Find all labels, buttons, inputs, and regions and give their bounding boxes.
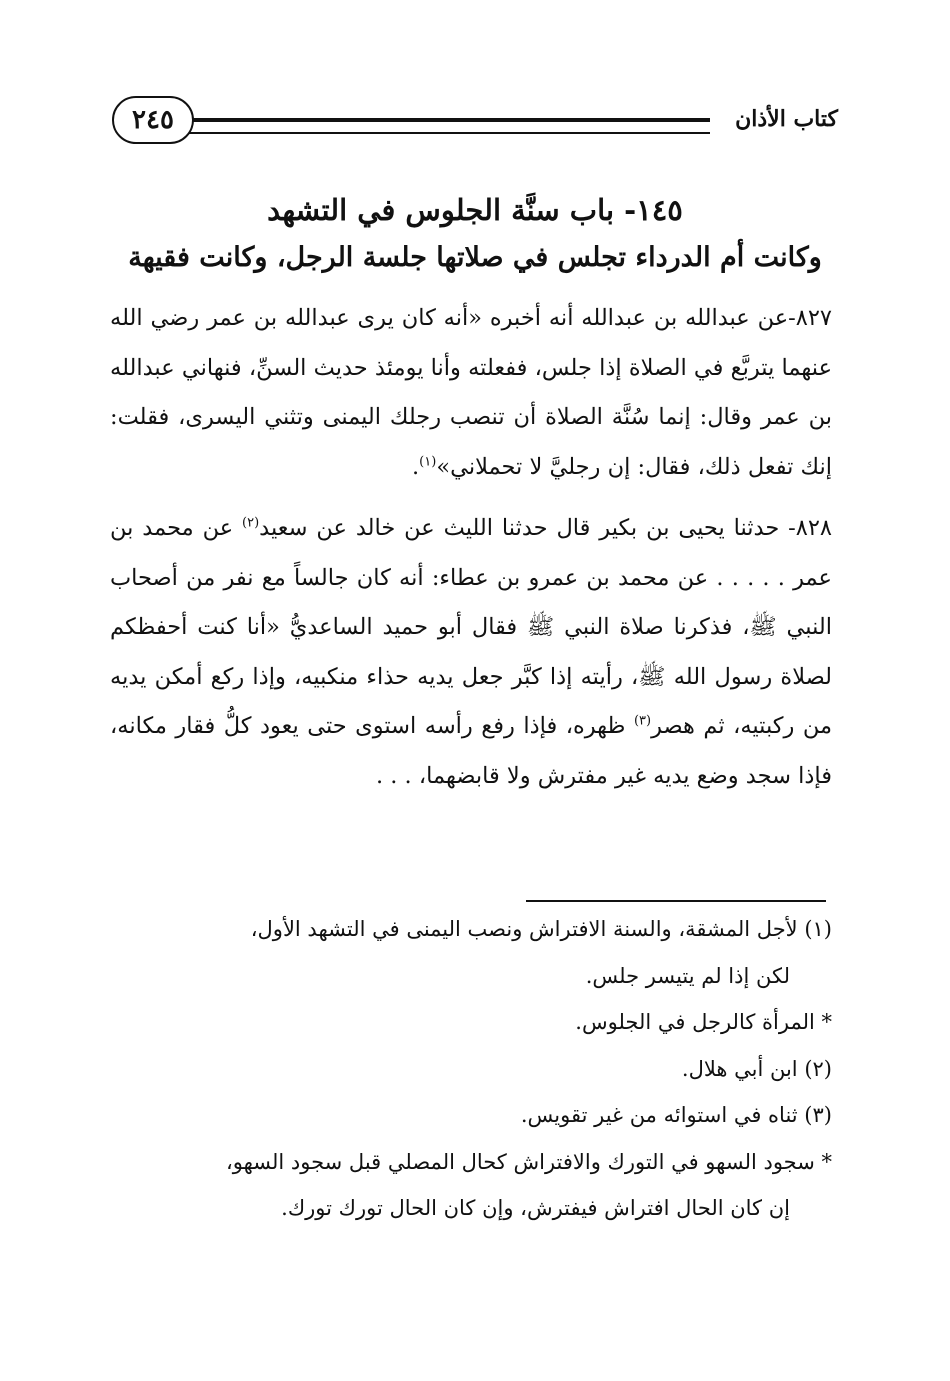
main-text xyxy=(110,294,832,813)
header-rule xyxy=(178,118,710,134)
footnote-1-continued: لكن إذا لم يتيسر جلس. xyxy=(585,963,790,988)
footnote-3: (٣) ثناه في استوائه من غير تقويس. xyxy=(520,1103,832,1127)
chapter-heading xyxy=(110,186,840,282)
page-header xyxy=(112,96,838,150)
running-title: كتاب الأذان xyxy=(735,106,838,132)
hadith-tail: . xyxy=(412,453,420,480)
footnotes xyxy=(110,906,832,1232)
hadith-text: عن محمد بن عمر . . . . . عن محمد بن عمرو بن عطاء: أنه كان جالساً مع نفر من أصحاب النبي ﷺ، فذكرنا صلاة النبي ﷺ فقال أبو حميد الساعديُّ «أنا كنت أحفظكم لصلاة رسول الله ﷺ، رأيته إذا كبَّر جعل يديه حذاء منكبيه، وإذا ركع أمكن يديه من ركبتيه، ثم هصر xyxy=(110,515,832,739)
footnote-note-sahw: * سجود السهو في التورك والافتراش كحال المصلي قبل سجود السهو، xyxy=(225,1149,832,1174)
footnote-2: (٢) ابن أبي هلال. xyxy=(681,1056,832,1081)
footnote-marker: (١) xyxy=(419,454,437,469)
footnote-marker: (٣) xyxy=(633,713,652,729)
footnote-1: (١) لأجل المشقة، والسنة الافتراش ونصب اليمنى في التشهد الأول، xyxy=(250,917,832,941)
footnote-marker: (٢) xyxy=(242,515,260,531)
hadith-text: ٨٢٨- حدثنا يحيى بن بكير قال حدثنا الليث عن خالد عن سعيد xyxy=(259,515,832,541)
hadith-827 xyxy=(110,294,832,492)
footnote-separator xyxy=(526,900,826,902)
hadith-text: ظهره، فإذا رفع رأسه استوى حتى يعود كلُّ فقار مكانه، فإذا سجد وضع يديه غير مفترش ولا قابضهما، . . . xyxy=(110,713,832,789)
footnote-note-sahw-continued: إن كان الحال افتراش فيفترش، وإن كان الحال تورك تورك. xyxy=(281,1196,790,1220)
page-number: ٢٤٥ xyxy=(112,96,194,144)
footnote-note-woman: * المرأة كالرجل في الجلوس. xyxy=(575,1010,832,1034)
hadith-text: ٨٢٧-عن عبدالله بن عبدالله أنه أخبره «أنه كان يرى عبدالله بن عمر رضي الله عنهما يتربَّع في الصلاة إذا جلس، ففعلته وأنا يومئذ حديث السنِّ، فنهاني عبدالله بن عمر وقال: إنما سُنَّة الصلاة أن تنصب رجلك اليمنى وتثني اليسرى، فقلت: إنك تفعل ذلك، فقال: إن رجليَّ لا تحملاني» xyxy=(110,305,832,480)
chapter-title: ١٤٥- باب سنَّة الجلوس في التشهد xyxy=(267,193,683,227)
chapter-subtitle: وكانت أم الدرداء تجلس في صلاتها جلسة الرجل، وكانت فقيهة xyxy=(128,242,822,273)
hadith-828 xyxy=(110,504,832,801)
